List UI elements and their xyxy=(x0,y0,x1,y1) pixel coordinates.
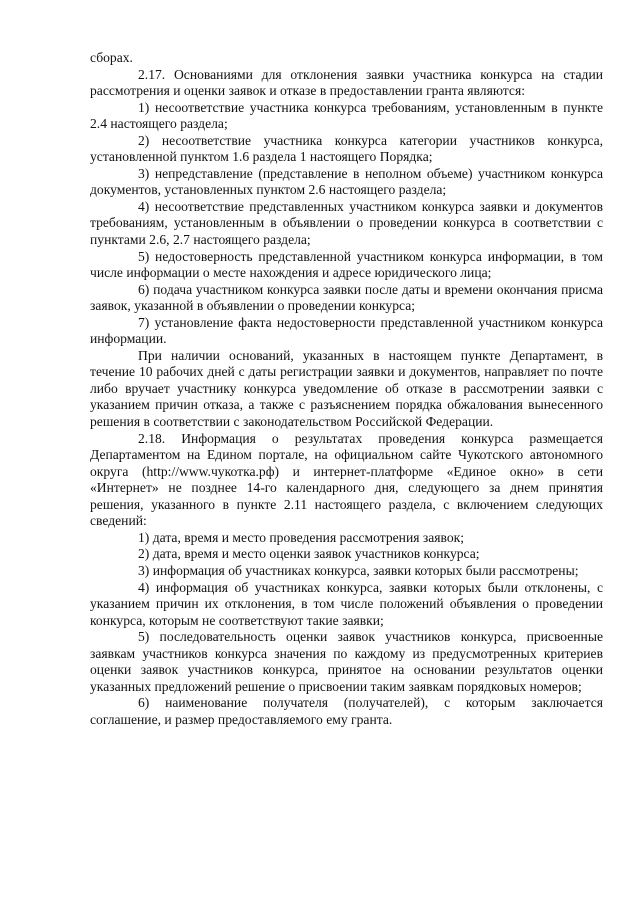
list-item-2-18-3: 3) информация об участниках конкурса, заявки которых были рассмотрены; xyxy=(138,562,579,578)
document-page xyxy=(90,50,603,728)
list-item-2-18-4: 4) информация об участниках конкурса, заявки которых были отклонены, с указанием причин их отклонения, в том числе положений объявления о проведении конкурса, которым не соответствуют такие заявки; xyxy=(90,579,603,628)
list-item-2-18-1: 1) дата, время и место проведения рассмотрения заявок; xyxy=(138,529,465,545)
paragraph-section-2-18: 2.18. Информация о результатах проведения конкурса размещается Департаментом на Едином портале, на официальном сайте Чукотского автономного округа (http://www.чукотка.рф) и интернет-платформе «Единое окно» в сети «Интернет» не позднее 14-го календарного дня, следующего за днем принятия решения, указанного в пункте 2.11 настоящего раздела, с включением следующих сведений: xyxy=(90,430,603,529)
list-item-2-17-3: 3) непредставление (представление в неполном объеме) участником конкурса документов, установленных пунктом 2.6 настоящего раздела; xyxy=(90,165,603,198)
list-item-2-18-6: 6) наименование получателя (получателей), с которым заключается соглашение, и размер предоставляемого ему гранта. xyxy=(90,695,603,727)
paragraph-continuation: сборах. xyxy=(90,50,133,65)
paragraph-section-2-17: 2.17. Основаниями для отклонения заявки участника конкурса на стадии рассмотрения и оценки заявок и отказе в предоставлении гранта являются: xyxy=(90,66,603,99)
list-item-2-17-1: 1) несоответствие участника конкурса требованиям, установленным в пункте 2.4 настоящего раздела; xyxy=(90,99,603,132)
list-item-2-18-2: 2) дата, время и место оценки заявок участников конкурса; xyxy=(138,546,480,562)
list-item-2-17-5: 5) недостоверность представленной участником конкурса информации, в том числе информации о месте нахождения и адресе юридического лица; xyxy=(90,248,603,281)
list-item-2-17-2: 2) несоответствие участника конкурса категории участников конкурса, установленной пунктом 1.6 раздела 1 настоящего Порядка; xyxy=(90,132,603,165)
list-item-2-17-7: 7) установление факта недостоверности представленной участником конкурса информации. xyxy=(90,314,603,347)
list-item-2-18-5: 5) последовательность оценки заявок участников конкурса, присвоенные заявкам участников конкурса значения по каждому из предусмотренных критериев оценки заявок участников конкурса, принятое на основании результатов оценки указанных предложений решение о присвоении таким заявкам порядковых номеров; xyxy=(90,629,603,694)
list-item-2-17-4: 4) несоответствие представленных участником конкурса заявки и документов требованиям, установленным в объявлении о проведении конкурса в соответствии с пунктами 2.6, 2.7 настоящего раздела; xyxy=(90,198,603,248)
paragraph-refusal-notice: При наличии оснований, указанных в настоящем пункте Департамент, в течение 10 рабочих дней с даты регистрации заявки и документов, направляет по почте либо вручает участнику конкурса уведомление об отказе в рассмотрении заявки с указанием причин отказа, а также с разъяснением порядка обжалования вынесенного решения в соответствии с законодательством Российской Федерации. xyxy=(90,347,603,430)
list-item-2-17-6: 6) подача участником конкурса заявки после даты и времени окончания присма заявок, указанной в объявлении о проведении конкурса; xyxy=(90,281,603,314)
